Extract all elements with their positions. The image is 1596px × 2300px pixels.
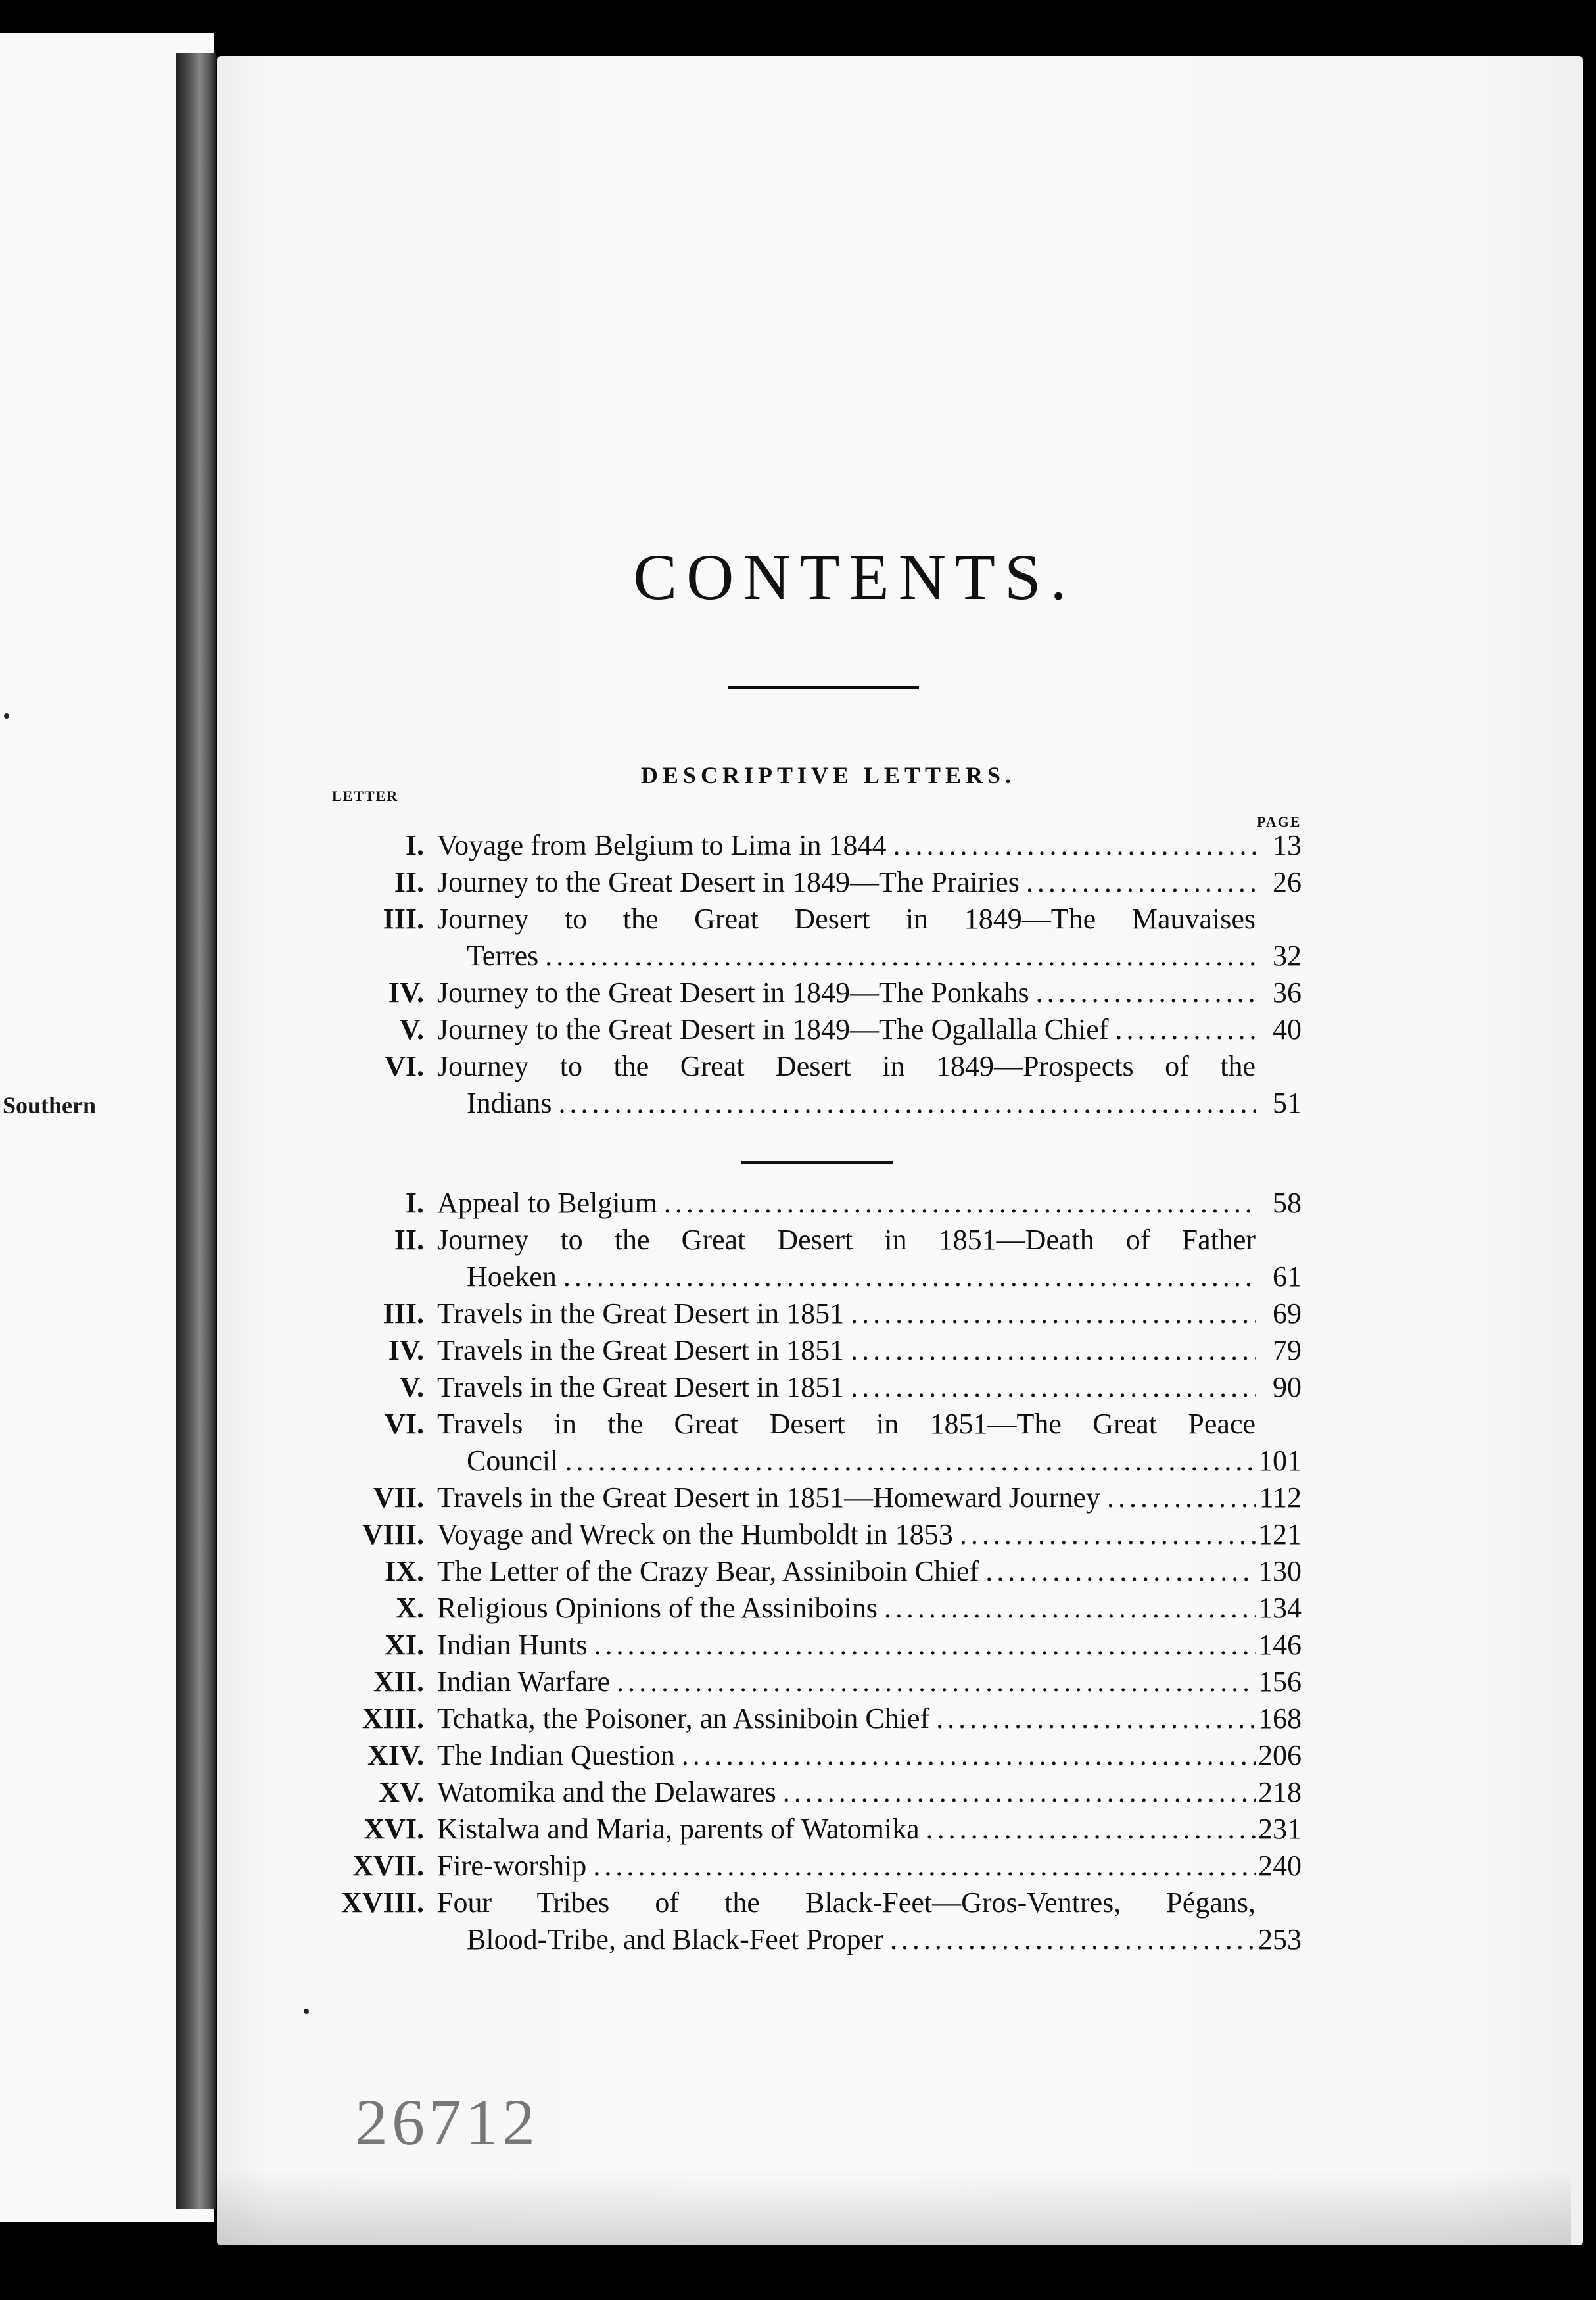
letter-number: XV.	[379, 1776, 424, 1808]
entry-title-line	[437, 1516, 1256, 1553]
toc-entry	[250, 1516, 1302, 1553]
leader-dots	[851, 1295, 1256, 1332]
letter-number: XI.	[385, 1629, 424, 1661]
toc-entry	[250, 1884, 1302, 1921]
page-number: 231	[1258, 1813, 1302, 1845]
toc-entry	[250, 1627, 1302, 1664]
facing-page-word: Southern	[3, 1092, 97, 1118]
entry-title: Religious Opinions of the Assiniboins	[437, 1592, 878, 1624]
leader-dots	[985, 1553, 1256, 1590]
letter-number: VI.	[385, 1408, 424, 1440]
toc-entry	[250, 1369, 1302, 1406]
page-number: 240	[1258, 1850, 1302, 1882]
toc-entry	[250, 974, 1302, 1011]
leader-dots	[936, 1700, 1256, 1737]
entry-title-line	[437, 1332, 1256, 1369]
entry-title-line	[437, 901, 1256, 938]
letter-number: I.	[405, 829, 424, 861]
toc-entry	[250, 1848, 1302, 1884]
entry-title: Watomika and the Delawares	[437, 1776, 776, 1808]
letter-number: VIII.	[362, 1518, 424, 1550]
page-number: 121	[1258, 1518, 1302, 1550]
leader-dots	[545, 938, 1256, 974]
section-heading: DESCRIPTIVE LETTERS.	[640, 762, 1016, 788]
toc-entry	[250, 1406, 1302, 1443]
entry-title: The Letter of the Crazy Bear, Assiniboin Chief	[437, 1555, 979, 1587]
page-number: 69	[1273, 1297, 1302, 1330]
toc-group-1	[250, 827, 1302, 1122]
toc-entry	[250, 1222, 1302, 1258]
entry-title-line	[437, 1048, 1256, 1085]
letter-number: XVI.	[364, 1813, 424, 1845]
title-rule	[728, 686, 919, 689]
entry-title-line	[437, 1406, 1256, 1443]
letter-number: V.	[399, 1013, 424, 1045]
page-number: 36	[1273, 976, 1302, 1009]
toc-entry-continuation	[250, 1085, 1302, 1122]
page-number: 130	[1258, 1555, 1302, 1587]
letter-number: VI.	[385, 1050, 424, 1082]
page-number: 40	[1273, 1013, 1302, 1045]
leader-dots	[1107, 1479, 1256, 1516]
leader-dots	[1115, 1011, 1256, 1048]
toc-entry	[250, 901, 1302, 938]
leader-dots	[1036, 974, 1256, 1011]
entry-title-line	[437, 1848, 1256, 1884]
entry-title-line	[437, 1011, 1256, 1048]
entry-title-line	[437, 1774, 1256, 1811]
toc-entry-continuation	[250, 1443, 1302, 1479]
leader-dots	[1026, 864, 1256, 901]
entry-title-line	[437, 1479, 1256, 1516]
toc-entry	[250, 827, 1302, 864]
toc-entry	[250, 1011, 1302, 1048]
entry-title-line	[467, 1085, 1256, 1122]
entry-title-line	[437, 1884, 1256, 1921]
leader-dots	[559, 1085, 1256, 1122]
entry-title-line	[467, 1258, 1256, 1295]
entry-title-continuation: Hoeken	[467, 1260, 557, 1293]
entry-title: Journey to the Great Desert in 1851—Death of Father	[437, 1224, 1256, 1256]
entry-title-line	[437, 1295, 1256, 1332]
entry-title: Voyage from Belgium to Lima in 1844	[437, 829, 887, 861]
letter-number: II.	[394, 866, 424, 898]
entry-title: Travels in the Great Desert in 1851	[437, 1334, 845, 1366]
leader-dots	[682, 1737, 1256, 1774]
toc-group-2	[250, 1185, 1302, 1958]
page-number: 218	[1258, 1776, 1302, 1808]
entry-title-line	[467, 1921, 1256, 1958]
toc-entry-continuation	[250, 938, 1302, 974]
letter-column-header: LETTER	[332, 788, 399, 804]
toc-entry	[250, 1664, 1302, 1700]
entry-title-line	[437, 1369, 1256, 1406]
toc-entry-continuation	[250, 1921, 1302, 1958]
leader-dots	[890, 1921, 1256, 1958]
page-number: 168	[1258, 1702, 1302, 1735]
entry-title-line	[437, 1553, 1256, 1590]
entry-title-line	[437, 1185, 1256, 1222]
leader-dots	[783, 1774, 1256, 1811]
toc-entry	[250, 1479, 1302, 1516]
letter-number: VII.	[373, 1481, 424, 1514]
page-shadow	[217, 2170, 1571, 2249]
toc-entry	[250, 1048, 1302, 1085]
page-number: 51	[1273, 1087, 1302, 1119]
leader-dots	[664, 1185, 1256, 1222]
letter-number: XVIII.	[341, 1886, 424, 1919]
group-rule	[741, 1161, 893, 1164]
entry-title: Travels in the Great Desert in 1851	[437, 1297, 845, 1330]
letter-number: IV.	[388, 976, 424, 1009]
letter-number: IV.	[388, 1334, 424, 1366]
entry-title-continuation: Council	[467, 1445, 559, 1477]
entry-title-line	[437, 1590, 1256, 1627]
toc-entry	[250, 864, 1302, 901]
toc-entry	[250, 1811, 1302, 1848]
leader-dots	[893, 827, 1256, 864]
letter-number: III.	[383, 903, 424, 935]
entry-title-line	[437, 1737, 1256, 1774]
leader-dots	[565, 1443, 1256, 1479]
page-number: 101	[1258, 1445, 1302, 1477]
entry-title-line	[437, 864, 1256, 901]
library-stamp-number: 26712	[355, 2086, 539, 2159]
toc-entry	[250, 1185, 1302, 1222]
toc-entry	[250, 1332, 1302, 1369]
letter-number: II.	[394, 1224, 424, 1256]
leader-dots	[884, 1590, 1256, 1627]
entry-title: Journey to the Great Desert in 1849—The Prairies	[437, 866, 1020, 898]
entry-title: Travels in the Great Desert in 1851—The Great Peace	[437, 1408, 1256, 1440]
letter-number: IX.	[385, 1555, 424, 1587]
entry-title-line	[437, 1664, 1256, 1700]
entry-title-line	[437, 827, 1256, 864]
entry-title-line	[467, 938, 1256, 974]
entry-title-continuation: Indians	[467, 1087, 552, 1119]
leader-dots	[593, 1848, 1256, 1884]
page-number: 61	[1273, 1260, 1302, 1293]
page-number: 206	[1258, 1739, 1302, 1771]
entry-title: Indian Warfare	[437, 1665, 611, 1698]
entry-title-continuation: Blood-Tribe, and Black-Feet Proper	[467, 1923, 883, 1955]
page-number: 32	[1273, 940, 1302, 972]
entry-title: Travels in the Great Desert in 1851—Homeward Journey	[437, 1481, 1100, 1514]
entry-title-line	[437, 974, 1256, 1011]
page-number: 90	[1273, 1371, 1302, 1403]
entry-title-line	[437, 1700, 1256, 1737]
entry-title: Journey to the Great Desert in 1849—Prospects of the	[437, 1050, 1256, 1082]
leader-dots	[851, 1369, 1256, 1406]
entry-title-continuation: Terres	[467, 940, 539, 972]
entry-title: Voyage and Wreck on the Humboldt in 1853	[437, 1518, 953, 1550]
entry-title: Tchatka, the Poisoner, an Assiniboin Chief	[437, 1702, 930, 1735]
page-number: 112	[1259, 1481, 1302, 1514]
entry-title-line	[437, 1627, 1256, 1664]
entry-title: Kistalwa and Maria, parents of Watomika	[437, 1813, 920, 1845]
toc-entry	[250, 1590, 1302, 1627]
toc-entry	[250, 1737, 1302, 1774]
letter-number: V.	[399, 1371, 424, 1403]
page-column-header: PAGE	[1257, 813, 1302, 830]
letter-number: XIII.	[362, 1702, 424, 1735]
page-number: 134	[1258, 1592, 1302, 1624]
entry-title: Fire-worship	[437, 1850, 587, 1882]
toc-entry	[250, 1553, 1302, 1590]
toc-entry-continuation	[250, 1258, 1302, 1295]
page-number: 156	[1258, 1665, 1302, 1698]
page-number: 26	[1273, 866, 1302, 898]
book-spine	[176, 53, 216, 2209]
entry-title-line	[437, 1222, 1256, 1258]
page-number: 58	[1273, 1187, 1302, 1219]
page-number: 253	[1258, 1923, 1302, 1955]
page-number: 13	[1273, 829, 1302, 861]
letter-number: III.	[383, 1297, 424, 1330]
entry-title: Travels in the Great Desert in 1851	[437, 1371, 845, 1403]
leader-dots	[851, 1332, 1256, 1369]
entry-title: Indian Hunts	[437, 1629, 588, 1661]
toc-entry	[250, 1700, 1302, 1737]
letter-number: XII.	[373, 1665, 424, 1698]
letter-number: I.	[405, 1187, 424, 1219]
leader-dots	[617, 1664, 1256, 1700]
entry-title: Appeal to Belgium	[437, 1187, 657, 1219]
entry-title: Journey to the Great Desert in 1849—The Ponkahs	[437, 976, 1029, 1009]
entry-title: Journey to the Great Desert in 1849—The Mauvaises	[437, 903, 1256, 935]
entry-title: The Indian Question	[437, 1739, 675, 1771]
leader-dots	[926, 1811, 1256, 1848]
page-title: CONTENTS.	[633, 540, 1076, 613]
ink-speck	[4, 713, 9, 719]
leader-dots	[594, 1627, 1256, 1664]
toc-entry	[250, 1295, 1302, 1332]
toc-entry	[250, 1774, 1302, 1811]
ink-speck	[304, 2009, 309, 2014]
entry-title: Four Tribes of the Black-Feet—Gros-Ventres, Pégans,	[437, 1886, 1256, 1919]
letter-number: XIV.	[367, 1739, 424, 1771]
entry-title: Journey to the Great Desert in 1849—The Ogallalla Chief	[437, 1013, 1109, 1045]
entry-title-line	[467, 1443, 1256, 1479]
leader-dots	[563, 1258, 1256, 1295]
page-number: 79	[1273, 1334, 1302, 1366]
entry-title-line	[437, 1811, 1256, 1848]
letter-number: X.	[396, 1592, 424, 1624]
letter-number: XVII.	[352, 1850, 424, 1882]
leader-dots	[960, 1516, 1256, 1553]
page-number: 146	[1258, 1629, 1302, 1661]
